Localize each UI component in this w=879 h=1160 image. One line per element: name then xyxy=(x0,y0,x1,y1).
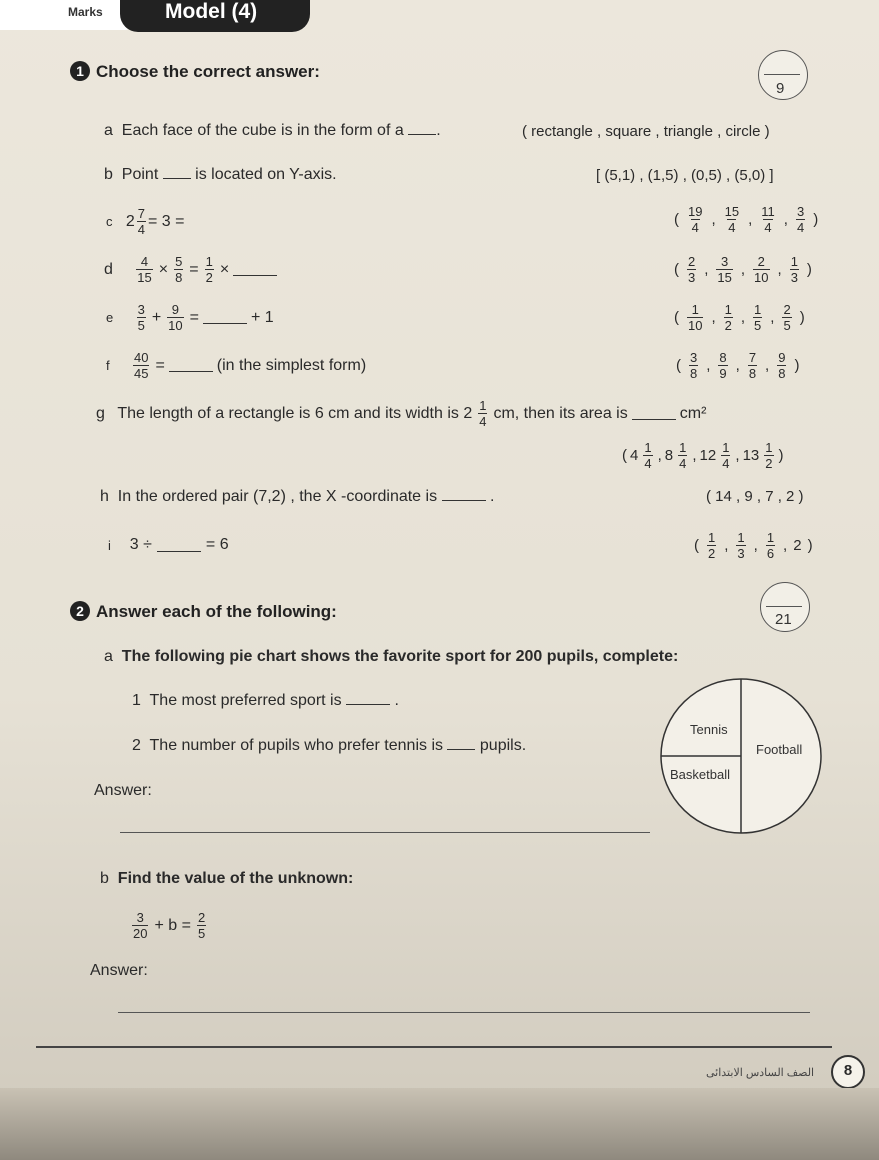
equation-middle: + b = xyxy=(154,916,191,934)
item-letter: f xyxy=(106,358,110,373)
operator: × xyxy=(219,260,230,278)
item-text: The most preferred sport is xyxy=(149,692,342,709)
item-text: + 1 xyxy=(250,308,274,326)
unit: cm² xyxy=(679,404,707,422)
option-fraction: $\frac{1}{6}$ xyxy=(766,530,775,561)
q1-item-h xyxy=(100,488,494,506)
operator: × xyxy=(158,260,169,278)
pie-label-basketball: Basketball xyxy=(670,767,730,782)
sub-number: 1 xyxy=(132,692,141,709)
q1-h-options: ( 14 , 9 , 7 , 2 ) xyxy=(706,488,804,505)
q1-item-a xyxy=(104,122,441,140)
fraction: $\frac{4}{15}$ xyxy=(137,254,152,285)
pie-label-football: Football xyxy=(756,742,803,757)
option-fraction: $\frac{1}{3}$ xyxy=(790,254,798,285)
answer-blank[interactable] xyxy=(233,263,277,276)
option-fraction: $\frac{3}{8}$ xyxy=(690,350,698,381)
answer-blank[interactable] xyxy=(203,311,247,324)
option-fraction: $\frac{1}{4}$ xyxy=(644,440,652,471)
answer-blank[interactable] xyxy=(442,488,486,501)
page-bottom-shadow xyxy=(0,1088,879,1160)
option-whole: 4 xyxy=(630,447,639,464)
item-end: . xyxy=(436,122,441,139)
item-text: 3 ÷ xyxy=(129,536,152,553)
item-text: Each face of the cube is in the form of a xyxy=(121,122,404,139)
option-whole: 12 xyxy=(699,447,717,464)
option-fraction: $\frac{1}{4}$ xyxy=(722,440,730,471)
operator: = xyxy=(189,260,199,278)
footer-rule xyxy=(36,1046,832,1048)
question-2-badge: 2 xyxy=(70,601,90,621)
operator: = xyxy=(189,308,199,326)
marks-label: Marks xyxy=(68,5,103,19)
answer-blank[interactable] xyxy=(408,122,436,135)
option-value: 2 xyxy=(793,537,802,554)
operator: + xyxy=(151,308,162,326)
option-fraction: $\frac{8}{9}$ xyxy=(719,350,727,381)
option-fraction: $\frac{1}{3}$ xyxy=(737,530,745,561)
answer-blank[interactable] xyxy=(346,692,390,705)
option-fraction: $\frac{1}{2}$ xyxy=(724,302,732,333)
fraction: $\frac{1}{4}$ xyxy=(479,398,487,429)
q1-item-d xyxy=(104,254,277,285)
q2-a-sub-2 xyxy=(132,737,526,755)
q1-c-options: ( $\frac{19}{4}$ , $\frac{15}{4}$ , $\frac{11}{4}$ , $\frac{3}{4}$ ) xyxy=(674,204,819,235)
item-letter: b xyxy=(100,870,109,887)
item-text-post: is located on Y-axis. xyxy=(195,166,337,183)
question-2-score: 21 xyxy=(775,611,792,628)
q2-item-a xyxy=(104,648,678,666)
option-fraction: $\frac{1}{5}$ xyxy=(754,302,762,333)
option-fraction: $\frac{1}{4}$ xyxy=(679,440,687,471)
item-text: The number of pupils who prefer tennis is xyxy=(149,737,443,754)
option-whole: 8 xyxy=(664,447,674,464)
item-end: pupils. xyxy=(479,737,527,754)
option-fraction: $\frac{1}{2}$ xyxy=(765,440,773,471)
mixed-whole: 2 xyxy=(125,212,135,230)
q2-a-answer-label: Answer: xyxy=(94,782,152,799)
pie-label-tennis: Tennis xyxy=(690,722,728,737)
item-text: The length of a rectangle is 6 cm and its width is 2 xyxy=(117,404,473,422)
model-title: Model (4) xyxy=(165,0,258,23)
q1-e-options: ( $\frac{1}{10}$ , $\frac{1}{2}$ , $\frac{1}{5}$ , $\frac{2}{5}$ ) xyxy=(674,302,805,333)
option-fraction: $\frac{3}{15}$ xyxy=(717,254,732,285)
option-fraction: $\frac{2}{10}$ xyxy=(754,254,769,285)
item-letter: i xyxy=(108,537,111,553)
fraction: $\frac{5}{8}$ xyxy=(175,254,183,285)
item-text: Find the value of the unknown: xyxy=(117,870,354,887)
q1-g-options: ( 4 $\frac{1}{4}$ , 8 $\frac{1}{4}$ , 12 $\frac{1}{4}$ , 13 $\frac{1}{2}$ ) xyxy=(622,440,784,471)
item-text-post: = 6 xyxy=(205,536,229,553)
q1-i-options: ( $\frac{1}{2}$ , $\frac{1}{3}$ , $\frac{1}{6}$ , 2 ) xyxy=(694,530,813,561)
option-fraction: $\frac{2}{3}$ xyxy=(688,254,696,285)
q2-b-equation xyxy=(130,910,208,941)
item-end: . xyxy=(489,488,495,505)
q2-a-sub-1 xyxy=(132,692,399,710)
fraction: $\frac{1}{2}$ xyxy=(205,254,213,285)
item-letter: a xyxy=(104,648,113,665)
option-fraction: $\frac{15}{4}$ xyxy=(724,204,740,235)
q1-item-e xyxy=(106,302,274,333)
option-fraction: $\frac{19}{4}$ xyxy=(688,204,703,235)
q2-b-answer-line[interactable] xyxy=(118,1012,810,1013)
option-fraction: $\frac{3}{4}$ xyxy=(796,204,805,235)
fraction: $\frac{9}{10}$ xyxy=(168,302,183,333)
fraction: $\frac{3}{5}$ xyxy=(137,302,145,333)
q2-item-b xyxy=(100,870,353,888)
item-text: = 3 = xyxy=(147,212,185,230)
item-letter: a xyxy=(104,122,113,139)
question-1-score: 9 xyxy=(776,80,785,97)
item-text-post: cm, then its area is xyxy=(493,404,628,422)
answer-blank[interactable] xyxy=(163,166,191,179)
question-2-score-divider xyxy=(766,606,802,607)
item-letter: c xyxy=(106,214,113,229)
q1-a-options: ( rectangle , square , triangle , circle ) xyxy=(522,123,770,140)
fraction: $\frac{40}{45}$ xyxy=(133,350,149,381)
question-1-title: Choose the correct answer: xyxy=(96,62,320,81)
answer-blank[interactable] xyxy=(169,359,213,372)
q1-item-f xyxy=(106,350,366,381)
option-fraction: $\frac{1}{2}$ xyxy=(708,530,716,561)
q2-b-answer-label: Answer: xyxy=(90,962,148,979)
q1-f-options: ( $\frac{3}{8}$ , $\frac{8}{9}$ , $\frac{7}{8}$ , $\frac{9}{8}$ ) xyxy=(676,350,800,381)
q1-b-options: [ (5,1) , (1,5) , (0,5) , (5,0) ] xyxy=(596,167,774,184)
q1-d-options: ( $\frac{2}{3}$ , $\frac{3}{15}$ , $\frac{2}{10}$ , $\frac{1}{3}$ ) xyxy=(674,254,812,285)
q1-item-c xyxy=(106,206,184,237)
item-text: In the ordered pair (7,2) , the X -coordinate is xyxy=(117,488,438,505)
option-fraction: $\frac{2}{5}$ xyxy=(783,302,791,333)
option-fraction: $\frac{11}{4}$ xyxy=(761,204,775,235)
sport-pie-chart xyxy=(652,678,822,838)
footer-arabic-text: الصف السادس الابتدائى xyxy=(706,1067,815,1079)
question-1-badge: 1 xyxy=(70,61,90,81)
q2-a-answer-line[interactable] xyxy=(120,832,650,833)
sub-number: 2 xyxy=(132,737,141,754)
fraction: $\frac{2}{5}$ xyxy=(197,910,206,941)
item-letter: g xyxy=(96,404,105,422)
item-end: . xyxy=(394,692,399,709)
question-1-score-divider xyxy=(764,74,800,75)
q1-item-b xyxy=(104,166,337,184)
operator: = xyxy=(155,356,165,374)
option-fraction: $\frac{1}{10}$ xyxy=(688,302,703,333)
answer-blank[interactable] xyxy=(157,539,201,552)
option-fraction: $\frac{9}{8}$ xyxy=(778,350,786,381)
answer-blank[interactable] xyxy=(447,737,475,750)
option-fraction: $\frac{7}{8}$ xyxy=(748,350,757,381)
answer-blank[interactable] xyxy=(632,407,676,420)
item-letter: b xyxy=(104,166,113,183)
page-number: 8 xyxy=(831,1055,865,1089)
item-text: (in the simplest form) xyxy=(216,356,367,374)
option-whole: 13 xyxy=(742,447,760,464)
item-text: The following pie chart shows the favorite sport for 200 pupils, complete: xyxy=(121,648,679,665)
fraction: $\frac{3}{20}$ xyxy=(133,910,148,941)
q1-item-i xyxy=(108,536,229,554)
item-letter: e xyxy=(106,310,114,325)
item-letter: h xyxy=(100,488,109,505)
item-letter: d xyxy=(104,260,113,278)
fraction: $\frac{7}{4}$ xyxy=(137,206,145,237)
q1-item-g xyxy=(96,398,706,429)
item-text: Point xyxy=(121,166,159,183)
question-2-title: Answer each of the following: xyxy=(96,602,337,621)
